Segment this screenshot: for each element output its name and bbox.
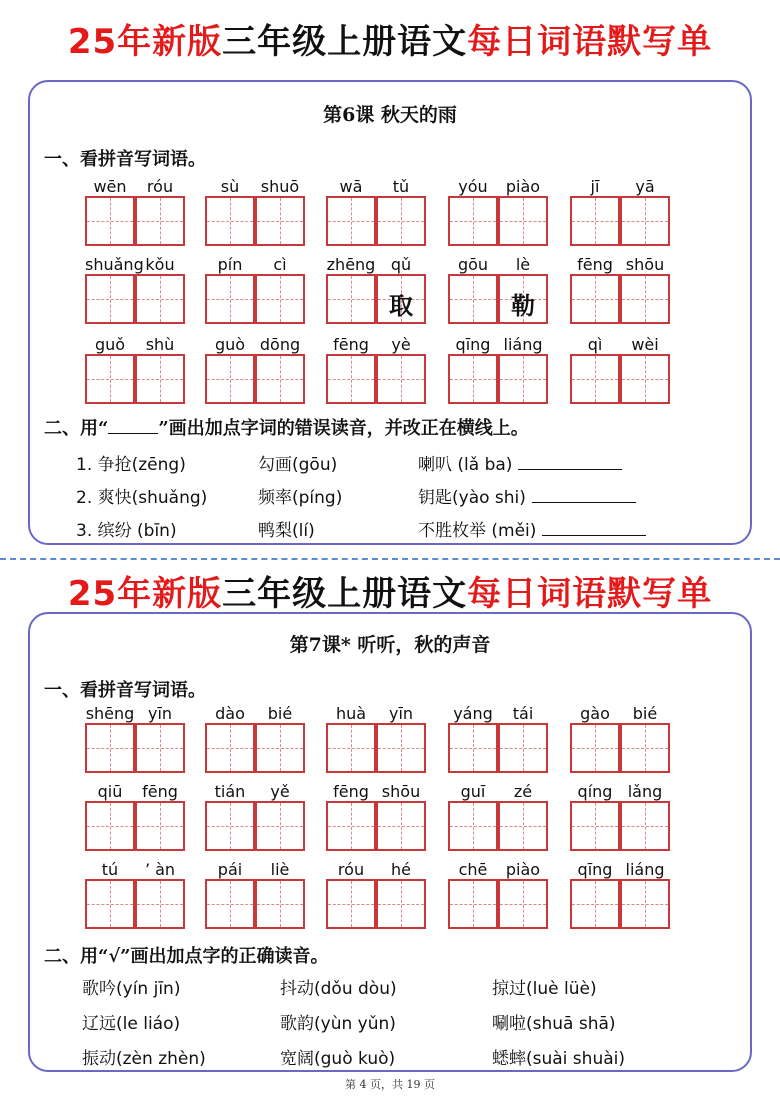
writing-box[interactable] (326, 354, 376, 404)
writing-box[interactable] (205, 354, 255, 404)
writing-box[interactable] (135, 196, 185, 246)
pronunciation-item (418, 516, 646, 541)
pinyin-label: shuǎng (85, 255, 144, 274)
lesson6-panel (28, 80, 752, 545)
pinyin-label: dōng (259, 335, 301, 354)
writing-box[interactable] (326, 801, 376, 851)
writing-box[interactable] (255, 723, 305, 773)
guide-line-vertical (523, 198, 524, 244)
pronunciation-item (280, 1009, 396, 1034)
pronunciation-text: 抖动(dǒu dòu) (280, 979, 397, 999)
pinyin-label: shuō (260, 177, 300, 196)
pinyin-label: shōu (625, 255, 665, 274)
writing-box[interactable] (85, 801, 135, 851)
section2-prefix: 二、用“ (44, 418, 109, 439)
guide-line-vertical (473, 276, 474, 322)
lesson7-section1-heading: 一、看拼音写词语。 (44, 680, 206, 701)
pinyin-label: guǒ (94, 335, 126, 354)
pronunciation-item (258, 450, 337, 475)
pinyin-label: cì (273, 255, 287, 274)
writing-box[interactable] (205, 801, 255, 851)
pronunciation-text: 歌吟(yín jīn) (82, 979, 181, 999)
writing-box[interactable] (326, 879, 376, 929)
pinyin-label: qì (587, 335, 603, 354)
answer-line[interactable] (542, 519, 646, 536)
pronunciation-item (258, 483, 342, 508)
writing-box[interactable] (448, 354, 498, 404)
filled-character: 勒 (511, 291, 535, 320)
writing-box[interactable] (255, 879, 305, 929)
pronunciation-text: 鸭梨(lí) (258, 521, 315, 541)
guide-line-vertical (230, 356, 231, 402)
guide-line-vertical (645, 198, 646, 244)
filled-character: 取 (389, 291, 413, 320)
writing-box[interactable] (448, 196, 498, 246)
worksheet-banner-top (0, 14, 780, 63)
pinyin-label: róu (146, 177, 174, 196)
pinyin-label: yīn (147, 704, 173, 723)
page-divider (0, 558, 780, 560)
writing-box[interactable] (85, 354, 135, 404)
banner-part2: 三年级上册语文 (222, 574, 468, 614)
writing-box[interactable] (135, 354, 185, 404)
pronunciation-text: 宽阔(guò kuò) (280, 1049, 396, 1069)
pinyin-label: qīng (455, 335, 491, 354)
pinyin-label: bié (267, 704, 293, 723)
guide-line-vertical (401, 803, 402, 849)
pinyin-label: tái (512, 704, 534, 723)
writing-box[interactable] (326, 274, 376, 324)
pinyin-label: róu (337, 860, 365, 879)
writing-box[interactable] (448, 801, 498, 851)
pronunciation-item (76, 516, 177, 541)
guide-line-vertical (473, 356, 474, 402)
pinyin-label: wā (339, 177, 363, 196)
pinyin-label: fēng (333, 335, 369, 354)
guide-line-vertical (110, 725, 111, 771)
lesson6-section1-heading: 一、看拼音写词语。 (44, 149, 206, 170)
guide-line-vertical (351, 803, 352, 849)
guide-line-vertical (110, 198, 111, 244)
guide-line-vertical (595, 725, 596, 771)
guide-line-vertical (473, 725, 474, 771)
pronunciation-text: 钥匙(yào shi) (418, 488, 526, 508)
guide-line-vertical (595, 803, 596, 849)
pinyin-label: tián (214, 782, 246, 801)
pinyin-label: piào (505, 860, 541, 879)
pinyin-label: yā (635, 177, 655, 196)
guide-line-vertical (351, 881, 352, 927)
writing-box[interactable] (570, 354, 620, 404)
guide-line-vertical (645, 803, 646, 849)
pinyin-label: qǔ (390, 255, 412, 274)
pronunciation-item (280, 1044, 395, 1069)
guide-line-vertical (401, 881, 402, 927)
banner-part3: 每日词语默写单 (467, 574, 713, 614)
pinyin-label: piào (505, 177, 541, 196)
writing-box[interactable] (448, 274, 498, 324)
pronunciation-text: 不胜枚举 (měi) (418, 521, 537, 541)
pinyin-label: liè (270, 860, 290, 879)
pinyin-label: gōu (457, 255, 489, 274)
pronunciation-item (76, 483, 207, 508)
guide-line-vertical (645, 356, 646, 402)
pronunciation-text: 喇叭 (lǎ ba) (418, 455, 513, 475)
pinyin-label: lè (515, 255, 531, 274)
guide-line-vertical (645, 725, 646, 771)
pinyin-label: kǒu (145, 255, 175, 274)
writing-box[interactable] (448, 879, 498, 929)
worksheet-banner-bottom (0, 566, 780, 615)
guide-line-vertical (401, 356, 402, 402)
pinyin-label: yóu (458, 177, 488, 196)
writing-box[interactable] (135, 879, 185, 929)
pinyin-label: shù (145, 335, 175, 354)
pronunciation-text: 振动(zèn zhèn) (82, 1049, 206, 1069)
pinyin-label: jī (590, 177, 600, 196)
page-footer: 第 4 页，共 19 页 (345, 1078, 435, 1091)
pinyin-label: liáng (625, 860, 665, 879)
writing-box[interactable] (498, 354, 548, 404)
guide-line-vertical (473, 881, 474, 927)
writing-box[interactable] (255, 274, 305, 324)
writing-box[interactable] (376, 274, 426, 324)
writing-box[interactable] (135, 274, 185, 324)
writing-box[interactable] (620, 196, 670, 246)
pinyin-label: zhēng (326, 255, 376, 274)
pinyin-label: yáng (453, 704, 493, 723)
writing-box[interactable] (135, 723, 185, 773)
pinyin-label: lǎng (627, 782, 663, 801)
pinyin-label: yě (270, 782, 290, 801)
pinyin-label: fēng (577, 255, 613, 274)
guide-line-vertical (473, 198, 474, 244)
banner-part2: 三年级上册语文 (222, 22, 468, 62)
guide-line-vertical (351, 725, 352, 771)
blank-line-sample (108, 419, 158, 434)
pinyin-label: liáng (503, 335, 543, 354)
guide-line-vertical (645, 881, 646, 927)
pronunciation-item (280, 974, 397, 999)
guide-line-vertical (160, 356, 161, 402)
guide-line-vertical (351, 276, 352, 322)
writing-box[interactable] (620, 879, 670, 929)
pinyin-label: chē (458, 860, 488, 879)
lesson7-title: 第7课* 听听，秋的声音 (289, 634, 491, 656)
writing-box[interactable] (498, 196, 548, 246)
pinyin-label: tǔ (392, 177, 410, 196)
guide-line-vertical (401, 725, 402, 771)
guide-line-vertical (160, 881, 161, 927)
writing-box[interactable] (85, 723, 135, 773)
writing-box[interactable] (326, 723, 376, 773)
pinyin-label: fēng (333, 782, 369, 801)
guide-line-vertical (230, 276, 231, 322)
pronunciation-text: 唰啦(shuā shā) (492, 1014, 616, 1034)
guide-line-vertical (351, 356, 352, 402)
pronunciation-text: 3. 缤纷 (bīn) (76, 521, 177, 541)
banner-part1: 25年新版 (67, 22, 223, 62)
guide-line-vertical (280, 198, 281, 244)
guide-line-vertical (401, 198, 402, 244)
guide-line-vertical (110, 803, 111, 849)
pinyin-label: wēn (93, 177, 127, 196)
pronunciation-text: 频率(píng) (258, 488, 343, 508)
guide-line-vertical (645, 276, 646, 322)
pronunciation-item (258, 516, 315, 541)
writing-box[interactable] (376, 879, 426, 929)
writing-box[interactable] (85, 274, 135, 324)
banner-part1: 25年新版 (67, 574, 223, 614)
pronunciation-item (82, 1009, 180, 1034)
writing-box[interactable] (620, 354, 670, 404)
guide-line-vertical (230, 881, 231, 927)
pronunciation-text: 1. 争抢(zēng) (76, 455, 186, 475)
writing-box[interactable] (255, 354, 305, 404)
pinyin-label: wèi (631, 335, 659, 354)
pinyin-label: pái (217, 860, 243, 879)
writing-box[interactable] (570, 879, 620, 929)
guide-line-vertical (473, 803, 474, 849)
pronunciation-item (82, 974, 180, 999)
lesson7-panel (28, 612, 752, 1072)
answer-line[interactable] (518, 453, 622, 470)
guide-line-vertical (160, 725, 161, 771)
pronunciation-item (492, 1044, 625, 1069)
pinyin-label: yīn (388, 704, 414, 723)
pronunciation-item (492, 1009, 616, 1034)
guide-line-vertical (230, 198, 231, 244)
guide-line-vertical (110, 356, 111, 402)
pinyin-label: gào (580, 704, 610, 723)
pinyin-label: guī (460, 782, 486, 801)
writing-box[interactable] (255, 196, 305, 246)
pinyin-label: guò (214, 335, 246, 354)
writing-box[interactable] (570, 723, 620, 773)
pinyin-label: zé (513, 782, 533, 801)
guide-line-vertical (160, 276, 161, 322)
guide-line-vertical (280, 803, 281, 849)
pinyin-label: ’ àn (144, 860, 176, 879)
guide-line-vertical (595, 881, 596, 927)
pinyin-label: fēng (142, 782, 178, 801)
pinyin-label: dào (215, 704, 245, 723)
writing-box[interactable] (376, 723, 426, 773)
guide-line-vertical (595, 198, 596, 244)
guide-line-vertical (280, 356, 281, 402)
pronunciation-item (418, 483, 636, 508)
pinyin-label: hé (391, 860, 411, 879)
pinyin-label: qiū (97, 782, 123, 801)
pronunciation-text: 掠过(luè lüè) (492, 979, 597, 999)
writing-box[interactable] (205, 723, 255, 773)
pinyin-label: qíng (577, 782, 613, 801)
guide-line-vertical (523, 356, 524, 402)
guide-line-vertical (351, 198, 352, 244)
banner-part3: 每日词语默写单 (467, 22, 713, 62)
writing-box[interactable] (326, 196, 376, 246)
answer-line[interactable] (532, 486, 636, 503)
pinyin-label: pín (217, 255, 243, 274)
guide-line-vertical (230, 725, 231, 771)
writing-box[interactable] (570, 196, 620, 246)
pinyin-label: sù (220, 177, 240, 196)
pinyin-label: shōu (381, 782, 421, 801)
pinyin-label: huà (335, 704, 367, 723)
writing-box[interactable] (570, 274, 620, 324)
guide-line-vertical (160, 198, 161, 244)
writing-box[interactable] (620, 274, 670, 324)
pronunciation-text: 2. 爽快(shuǎng) (76, 488, 208, 508)
guide-line-vertical (523, 803, 524, 849)
section2-suffix: ”画出加点字词的错误读音，并改正在横线上。 (158, 418, 529, 439)
guide-line-vertical (110, 881, 111, 927)
writing-box[interactable] (498, 723, 548, 773)
guide-line-vertical (280, 881, 281, 927)
writing-box[interactable] (85, 879, 135, 929)
guide-line-vertical (595, 276, 596, 322)
writing-box[interactable] (376, 196, 426, 246)
pronunciation-item (418, 450, 622, 475)
writing-box[interactable] (620, 723, 670, 773)
lesson7-section2-heading: 二、用“√”画出加点字的正确读音。 (44, 946, 329, 967)
pronunciation-text: 蟋蟀(suài shuài) (492, 1049, 625, 1069)
writing-box[interactable] (498, 879, 548, 929)
writing-box[interactable] (255, 801, 305, 851)
lesson6-section2-heading (44, 414, 529, 440)
writing-box[interactable] (570, 801, 620, 851)
writing-box[interactable] (135, 801, 185, 851)
pinyin-label: qīng (577, 860, 613, 879)
pronunciation-text: 歌韵(yùn yǔn) (280, 1014, 396, 1034)
guide-line-vertical (280, 725, 281, 771)
pinyin-label: tú (101, 860, 119, 879)
writing-box[interactable] (205, 274, 255, 324)
guide-line-vertical (110, 276, 111, 322)
pinyin-label: bié (632, 704, 658, 723)
writing-box[interactable] (85, 196, 135, 246)
pronunciation-item (82, 1044, 206, 1069)
writing-box[interactable] (620, 801, 670, 851)
guide-line-vertical (595, 356, 596, 402)
pronunciation-text: 辽远(le liáo) (82, 1014, 181, 1034)
writing-box[interactable] (376, 354, 426, 404)
writing-box[interactable] (448, 723, 498, 773)
lesson6-title: 第6课 秋天的雨 (323, 104, 457, 126)
guide-line-vertical (523, 881, 524, 927)
writing-box[interactable] (376, 801, 426, 851)
pronunciation-item (492, 974, 597, 999)
guide-line-vertical (230, 803, 231, 849)
writing-box[interactable] (498, 274, 548, 324)
guide-line-vertical (160, 803, 161, 849)
writing-box[interactable] (205, 879, 255, 929)
pronunciation-text: 勾画(gōu) (258, 455, 338, 475)
guide-line-vertical (280, 276, 281, 322)
writing-box[interactable] (498, 801, 548, 851)
pinyin-label: shēng (85, 704, 135, 723)
pronunciation-item (76, 450, 186, 475)
guide-line-vertical (523, 725, 524, 771)
writing-box[interactable] (205, 196, 255, 246)
pinyin-label: yè (391, 335, 411, 354)
